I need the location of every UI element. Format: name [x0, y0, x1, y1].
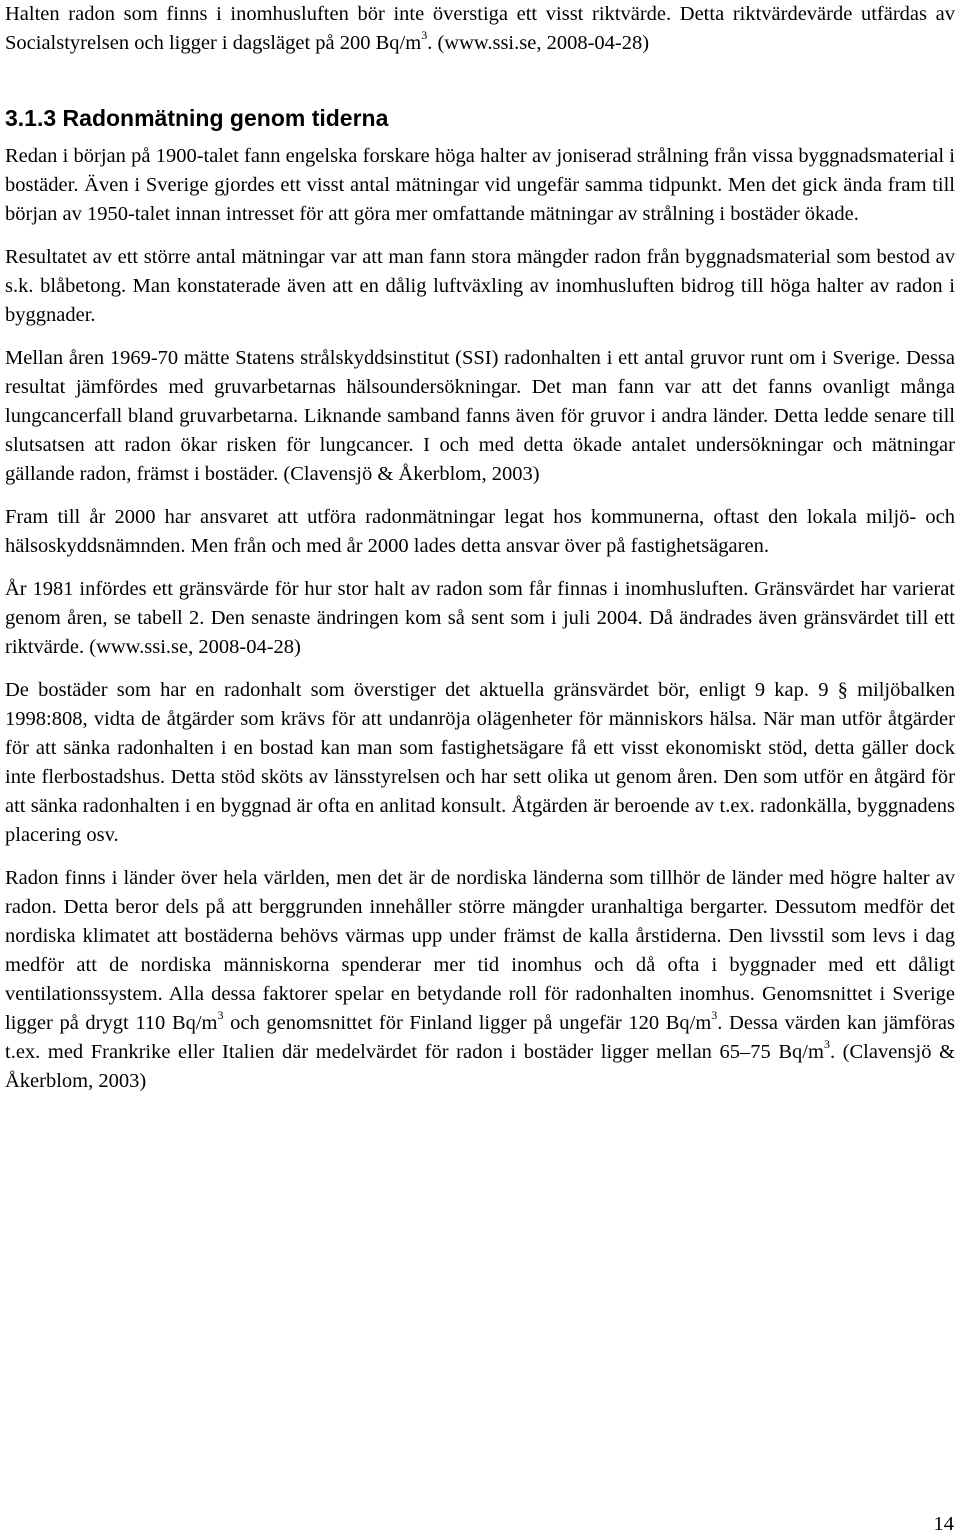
page-number: 14 [933, 1513, 954, 1535]
paragraph-text: . (Clavensjö & Åkerblom, 2003) [5, 1041, 956, 1092]
document-page [5, 0, 955, 1096]
superscript: 3 [217, 1008, 224, 1023]
intro-text-end: . (www.ssi.se, 2008-04-28) [427, 32, 650, 54]
paragraph-limit-value: År 1981 infördes ett gränsvärde för hur stor halt av radon som får finnas i inomhusluften. Gränsvärdet har varierat genom åren, se tabell 2. Den senaste ändringen kom så sent som i juli 2004. Då ändrades även gränsvärdet till ett riktvärde. (www.ssi.se, 2008-04-28) [5, 578, 955, 658]
superscript: 3 [823, 1037, 830, 1052]
superscript: 3 [421, 28, 428, 43]
paragraph-text: . Dessa värden kan jämföras t.ex. med Frankrike eller Italien där medelvärdet för radon i bostäder ligger mellan 65–75 Bq/m [5, 1012, 955, 1063]
paragraph-nordic-radon [5, 864, 955, 1096]
paragraph-measures: De bostäder som har en radonhalt som överstiger det aktuella gränsvärdet bör, enligt 9 kap. 9 § miljöbalken 1998:808, vidta de åtgärder som krävs för att undanröja olägenheter för människors hälsa. När man utför åtgärder för att sänka radonhalten i en bostad kan man som fastighetsägare få ett visst ekonomiskt stöd, detta gäller dock inte flerbostadshus. Detta stöd sköts av länsstyrelsen och har sett olika ut genom åren. Den som utför en åtgärd för att sänka radonhalten i en byggnad är ofta en anlitad konsult. Åtgärden är beroende av t.ex. radonkälla, byggnadens placering osv. [5, 679, 955, 846]
paragraph-responsibility: Fram till år 2000 har ansvaret att utföra radonmätningar legat hos kommunerna, oftast den lokala miljö- och hälsoskyddsnämnden. Men från och med år 2000 lades detta ansvar över på fastighetsägaren. [5, 506, 955, 557]
paragraph-text: Radon finns i länder över hela världen, men det är de nordiska länderna som tillhör de länder med högre halter av radon. Detta beror dels på att berggrunden innehåller större mängder uranhaltiga bergarter. Dessutom medför det nordiska klimatet att bostäderna behövs värmas upp under främst de kalla årstiderna. Den livsstil som levs i dag medför att de nordiska människorna spenderar mer tid inomhus och då ofta i byggnader med ett dåligt ventilationssystem. Alla dessa faktorer spelar en betydande roll för radonhalten inomhus. Genomsnittet i Sverige ligger på drygt 110 Bq/m [5, 867, 955, 1034]
intro-text: Halten radon som finns i inomhusluften bör inte överstiga ett visst riktvärde. Detta riktvärdevärde utfärdas av Socialstyrelsen och ligger i dagsläget på 200 Bq/m [5, 3, 955, 54]
paragraph-early-measurements: Redan i början på 1900-talet fann engelska forskare höga halter av joniserad strålning från vissa byggnadsmaterial i bostäder. Även i Sverige gjordes ett visst antal mätningar vid ungefär samma tidpunkt. Men det gick ända fram till början av 1950-talet innan intresset för att göra mer omfattande mätningar av strålning i bostäder ökade. [5, 145, 955, 225]
paragraph-mines: Mellan åren 1969-70 mätte Statens strålskyddsinstitut (SSI) radonhalten i ett antal gruvor runt om i Sverige. Dessa resultat jämfördes med gruvarbetarnas hälsoundersökningar. Det man fann var att det fanns ovanligt många lungcancerfall bland gruvarbetarna. Liknande samband fanns även för gruvor i andra länder. Detta ledde senare till slutsatsen att radon ökar risken för lungcancer. I och med detta ökade antalet undersökningar och mätningar gällande radon, främst i bostäder. (Clavensjö & Åkerblom, 2003) [5, 347, 955, 485]
section-heading: 3.1.3 Radonmätning genom tiderna [5, 105, 389, 131]
superscript: 3 [711, 1008, 718, 1023]
intro-paragraph [5, 0, 955, 58]
paragraph-text: och genomsnittet för Finland ligger på ungefär 120 Bq/m [223, 1012, 712, 1034]
paragraph-blue-concrete: Resultatet av ett större antal mätningar var att man fann stora mängder radon från byggnadsmaterial som bestod av s.k. blåbetong. Man konstaterade även att en dålig luftväxling av inomhusluften bidrog till höga halter av radon i byggnader. [5, 246, 955, 326]
